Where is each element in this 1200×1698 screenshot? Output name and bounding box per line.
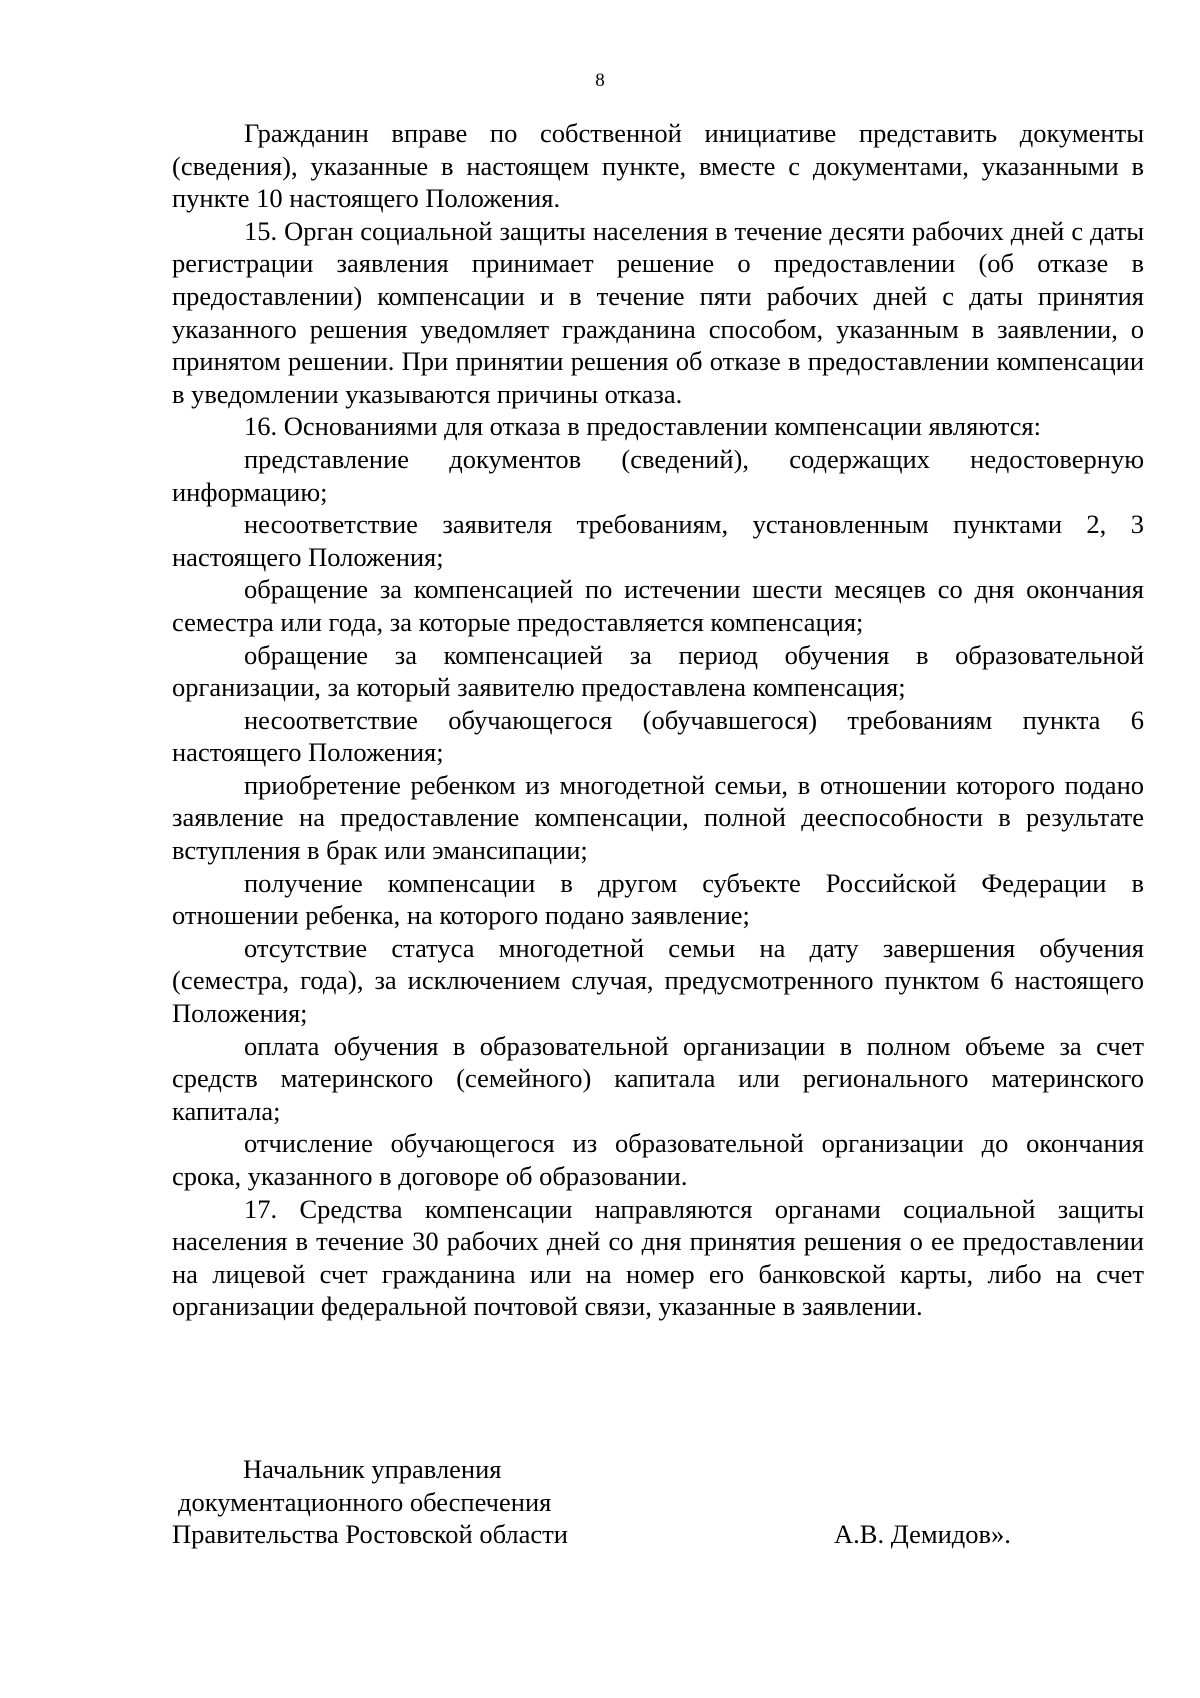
signatory-title-line2: документационного обеспечения bbox=[178, 1486, 552, 1517]
refusal-ground-2: несоответствие заявителя требованиям, установленным пунктами 2, 3 настоящего Положения; bbox=[172, 509, 1144, 572]
signature-block bbox=[172, 1453, 1144, 1551]
paragraph-16-heading: 16. Основаниями для отказа в предоставлении компенсации являются: bbox=[244, 411, 1041, 442]
signatory-title-line3: Правительства Ростовской области bbox=[172, 1519, 568, 1549]
document-body bbox=[172, 117, 1144, 1323]
refusal-ground-8: отсутствие статуса многодетной семьи на дату завершения обучения (семестра, года), за исключением случая, предусмотренного пунктом 6 настоящего Положения; bbox=[172, 932, 1144, 1029]
refusal-ground-9: оплата обучения в образовательной организации в полном объеме за счет средств материнского (семейного) капитала или регионального материнского капитала; bbox=[172, 1030, 1144, 1126]
refusal-ground-5: несоответствие обучающегося (обучавшегося) требованиям пункта 6 настоящего Положения; bbox=[172, 704, 1144, 768]
refusal-ground-3: обращение за компенсацией по истечении шести месяцев со дня окончания семестра или года, за которые предоставляется компенсация; bbox=[172, 574, 1144, 637]
paragraph-17: 17. Средства компенсации направляются органами социальной защиты населения в течение 30 рабочих дней со дня принятия решения о ее предоставлении на лицевой счет гражданина или на номер его банковской карты, либо на счет организации федеральной почтовой связи, указанные в заявлении. bbox=[172, 1193, 1144, 1322]
signatory-title-line1: Начальник управления bbox=[243, 1454, 502, 1484]
signatory-name: А.В. Демидов». bbox=[834, 1519, 1011, 1549]
refusal-ground-1: представление документов (сведений), содержащих недостоверную информацию; bbox=[172, 443, 1144, 507]
paragraph-15: 15. Орган социальной защиты населения в течение десяти рабочих дней с даты регистрации заявления принимает решение о предоставлении (об отказе в предоставлении) компенсации и в течение пяти рабочих дней с даты принятия указанного решения уведомляет гражданина способом, указанным в заявлении, о принятом решении. При принятии решения об отказе в предоставлении компенсации в уведомлении указываются причины отказа. bbox=[172, 215, 1144, 409]
refusal-ground-4: обращение за компенсацией за период обучения в образовательной организации, за который заявителю предоставлена компенсация; bbox=[172, 639, 1144, 703]
refusal-ground-7: получение компенсации в другом субъекте Российской Федерации в отношении ребенка, на которого подано заявление; bbox=[172, 867, 1144, 931]
refusal-ground-6: приобретение ребенком из многодетной семьи, в отношении которого подано заявление на предоставление компенсации, полной дееспособности в результате вступления в брак или эмансипации; bbox=[172, 769, 1144, 866]
refusal-ground-10: отчисление обучающегося из образовательной организации до окончания срока, указанного в договоре об образовании. bbox=[172, 1128, 1144, 1191]
paragraph-citizen-right: Гражданин вправе по собственной инициативе представить документы (сведения), указанные в настоящем пункте, вместе с документами, указанными в пункте 10 настоящего Положения. bbox=[172, 118, 1144, 214]
page-number: 8 bbox=[595, 70, 605, 91]
